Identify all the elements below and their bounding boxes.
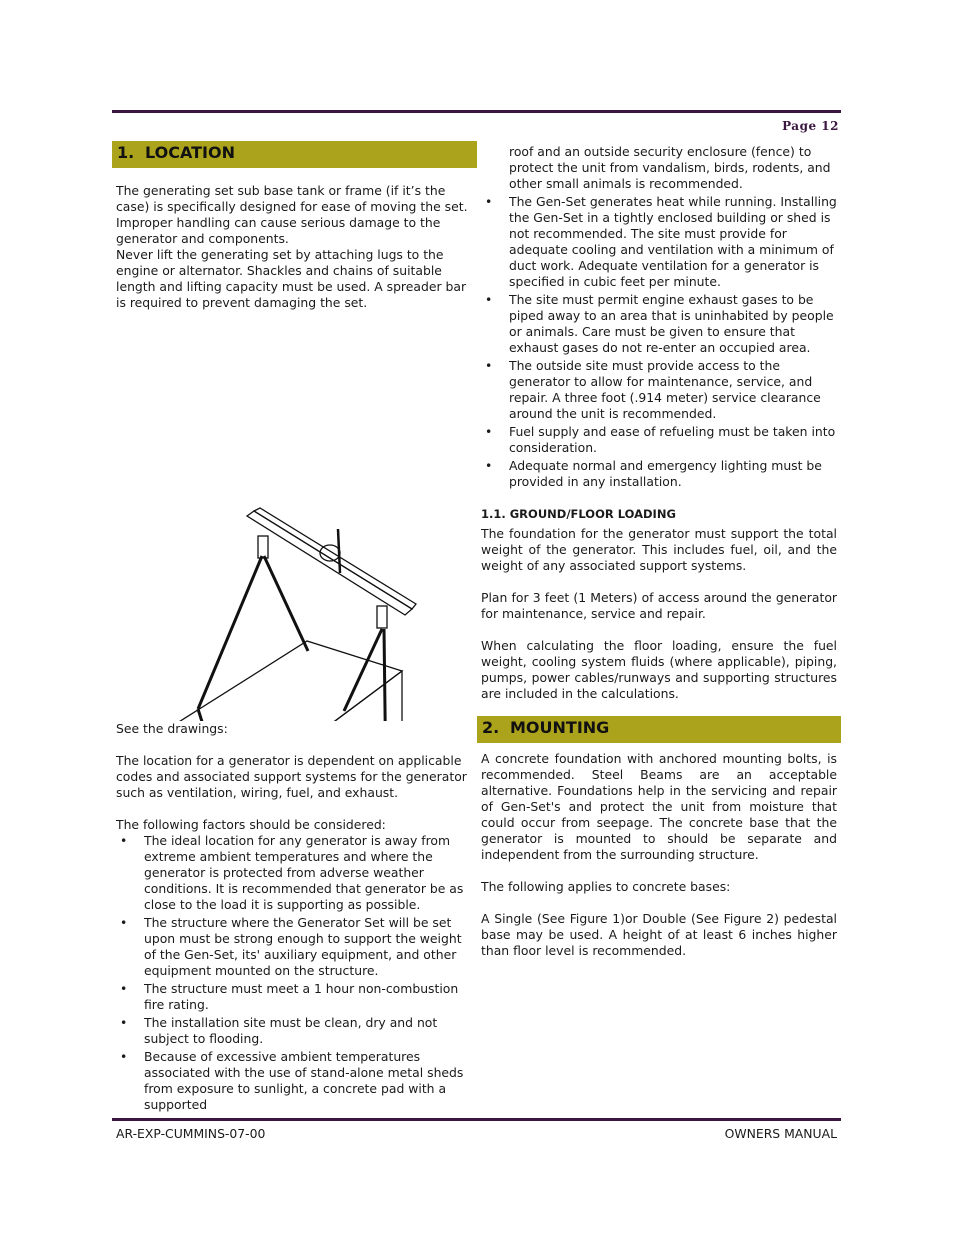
page-number: Page 12 bbox=[782, 119, 839, 133]
list-item: • Adequate normal and emergency lighting must be provided in any installation. bbox=[485, 458, 822, 489]
document-title: OWNERS MANUAL bbox=[724, 1126, 837, 1141]
subsection-heading: 1.1. GROUND/FLOOR LOADING bbox=[481, 507, 676, 521]
list-item: • The ideal location for any generator is away from extreme ambient temperatures and where the generator is protected from adverse weather conditions. It is recommended that generator be as close to the load it is supporting as possible. bbox=[120, 833, 464, 912]
left-column bbox=[112, 141, 477, 1115]
bullet-icon: • bbox=[485, 424, 493, 439]
footer-rule bbox=[112, 1118, 841, 1121]
mounting-paragraph-3: A Single (See Figure 1)or Double (See Figure 2) pedestal base may be used. A height of at least 6 inches higher than floor level is recommended. bbox=[481, 911, 837, 958]
bullet-icon: • bbox=[120, 833, 128, 848]
mounting-paragraph-1: A concrete foundation with anchored mounting bolts, is recommended. Steel Beams are an acceptable alternative. Foundations help in the servicing and repair of Gen-Set's and protect the unit from moisture that could occur from seepage. The concrete base that the generator is mounted to should be separate and independent from the surrounding structure. bbox=[481, 751, 837, 862]
bullet-icon: • bbox=[485, 458, 493, 473]
bullet-icon: • bbox=[485, 358, 493, 373]
site-list bbox=[481, 194, 837, 490]
section-heading-mounting bbox=[477, 716, 841, 743]
bullet-icon: • bbox=[485, 292, 493, 307]
factors-list bbox=[116, 833, 473, 1113]
right-column bbox=[477, 144, 841, 959]
document-code: AR-EXP-CUMMINS-07-00 bbox=[116, 1126, 266, 1141]
bullet-icon: • bbox=[120, 1015, 128, 1030]
header-rule bbox=[112, 110, 841, 113]
floor-paragraph-1: The foundation for the generator must support the total weight of the generator. This includes fuel, oil, and the weight of any associated support systems. bbox=[481, 526, 837, 573]
list-item: • The installation site must be clean, dry and not subject to flooding. bbox=[120, 1015, 438, 1046]
floor-paragraph-2: Plan for 3 feet (1 Meters) of access around the generator for maintenance, service and repair. bbox=[481, 590, 837, 621]
continued-bullet-text: roof and an outside security enclosure (fence) to protect the unit from vandalism, birds, rodents, and other small animals is recommended. bbox=[509, 144, 831, 191]
lifting-diagram bbox=[112, 311, 477, 721]
location-paragraph: The location for a generator is dependent on applicable codes and associated support systems for the generator such as ventilation, wiring, fuel, and exhaust. bbox=[116, 753, 467, 800]
floor-paragraph-3: When calculating the floor loading, ensure the fuel weight, cooling system fluids (where applicable), piping, pumps, power cables/runways and supporting structures are included in the calculations. bbox=[481, 638, 837, 701]
intro-paragraph-2: Never lift the generating set by attaching lugs to the engine or alternator. Shackles and chains of suitable length and lifting capacity must be used. A spreader bar is required to prevent damaging the set. bbox=[116, 247, 467, 310]
section-title: MOUNTING bbox=[510, 718, 610, 737]
list-item: • Because of excessive ambient temperatures associated with the use of stand-alone metal sheds from exposure to sunlight, a concrete pad with a supported bbox=[120, 1049, 464, 1112]
section-number: 2. bbox=[482, 718, 500, 737]
list-item: • Fuel supply and ease of refueling must be taken into consideration. bbox=[485, 424, 836, 455]
bullet-icon: • bbox=[120, 981, 128, 996]
list-item: • The structure must meet a 1 hour non-combustion fire rating. bbox=[120, 981, 459, 1012]
section-number: 1. bbox=[117, 143, 135, 162]
factors-intro: The following factors should be considered: bbox=[116, 817, 386, 832]
see-drawings-text: See the drawings: bbox=[116, 721, 228, 736]
mounting-paragraph-2: The following applies to concrete bases: bbox=[481, 879, 731, 894]
section-title: LOCATION bbox=[145, 143, 235, 162]
bullet-icon: • bbox=[120, 915, 128, 930]
list-item: • The site must permit engine exhaust gases to be piped away to an area that is uninhabited by people or animals. Care must be given to ensure that exhaust gases do not re-enter an occupied area. bbox=[485, 292, 834, 355]
list-item: • The structure where the Generator Set will be set upon must be strong enough to support the weight of the Gen-Set, its' auxiliary equipment, and other equipment mounted on the structure. bbox=[120, 915, 462, 978]
list-item: • The outside site must provide access to the generator to allow for maintenance, service, and repair. A three foot (.914 meter) service clearance around the unit is recommended. bbox=[485, 358, 821, 421]
bullet-icon: • bbox=[485, 194, 493, 209]
intro-paragraph-1: The generating set sub base tank or frame (if it’s the case) is specifically designed for ease of moving the set. Improper handling can cause serious damage to the generator and components. bbox=[116, 183, 468, 246]
section-heading-location bbox=[112, 141, 477, 168]
list-item: • The Gen-Set generates heat while running. Installing the Gen-Set in a tightly enclosed building or shed is not recommended. The site must provide for adequate cooling and ventilation with a minimum of duct work. Adequate ventilation for a generator is specified in cubic feet per minute. bbox=[485, 194, 837, 289]
generator-lifting-illustration bbox=[112, 311, 477, 721]
bullet-icon: • bbox=[120, 1049, 128, 1064]
